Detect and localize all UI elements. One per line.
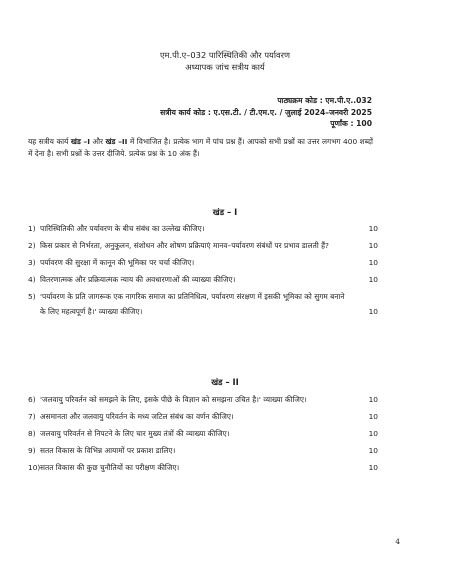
question-text: असमानता और जलवायु परिवर्तन के मध्य जटिल संबंध का वर्णन कीजिए। <box>40 412 234 421</box>
question-text: किस प्रकार से निर्भरता, अनुकूलन, संशोधन और शोषण प्रक्रियाएं मानव–पर्यावरण संबंधों पर प्रभाव डालती हैं? <box>40 241 329 250</box>
question-text: 'जलवायु परिवर्तन को समझने के लिए, इसके पीछे के विज्ञान को समझना उचित है।' व्याख्या कीजिए। <box>40 395 307 404</box>
question-item: 4) वितरणात्मक और प्रक्रियात्मक न्याय की अवधारणाओं की व्याख्या कीजिए। 10 <box>28 273 378 288</box>
course-code: पाठ्यक्रम कोड : एम.पी.ए..032 <box>277 96 372 105</box>
section-ref-2: खंड –II <box>105 137 128 146</box>
section-2-questions <box>28 393 378 478</box>
question-marks: 10 <box>368 395 378 404</box>
question-marks: 10 <box>368 446 378 455</box>
question-item: 3) पर्यावरण की सुरक्षा में कानून की भूमिका पर चर्चा कीजिए। 10 <box>28 256 378 271</box>
page-number: 4 <box>395 537 400 546</box>
document-header <box>0 49 450 73</box>
question-marks: 10 <box>368 463 378 472</box>
instructions-paragraph: यह सत्रीय कार्य खंड –I और खंड –II में विभाजित है। प्रत्येक भाग में पांच प्रश्न हैं। आपको सभी प्रश्नों का उत्तर लगभग 400 शब्दों में देना है। सभी प्रश्नों के उत्तर दीजिये. प्रत्येक प्रश्न के 10 अंक हैं। <box>28 137 373 158</box>
section-ref-1: खंड –I <box>70 137 90 146</box>
assignment-title: अध्यापक जांच सत्रीय कार्य <box>185 62 265 72</box>
question-marks: 10 <box>368 224 378 233</box>
question-text: वितरणात्मक और प्रक्रियात्मक न्याय की अवधारणाओं की व्याख्या कीजिए। <box>40 275 236 284</box>
question-item: 6) 'जलवायु परिवर्तन को समझने के लिए, इसके पीछे के विज्ञान को समझना उचित है।' व्याख्या कीजिए। 10 <box>28 393 378 408</box>
question-item: 5) 'पर्यावरण के प्रति जागरूक एक नागरिक समाज का प्रतिनिधित्व, पर्यावरण संरक्षण में इसकी भूमिका को सुगम बनाने के लिए महत्वपूर्ण है।' व्याख्या कीजिए। 10 <box>28 290 378 319</box>
assignment-meta <box>160 95 372 130</box>
question-item: 2) किस प्रकार से निर्भरता, अनुकूलन, संशोधन और शोषण प्रक्रियाएं मानव–पर्यावरण संबंधों पर प्रभाव डालती हैं? 10 <box>28 239 378 254</box>
question-text: सतत विकास की कुछ चुनौतियों का परीक्षण कीजिए। <box>40 463 180 472</box>
question-text: सतत विकास के विभिन्न आयामों पर प्रकाश डालिए। <box>40 446 176 455</box>
section-1-title: खंड – I <box>212 207 238 217</box>
question-item: 1) पारिस्थितिकी और पर्यावरण के बीच संबंध का उल्लेख कीजिए। 10 <box>28 222 378 237</box>
question-text: पर्यावरण की सुरक्षा में कानून की भूमिका पर चर्चा कीजिए। <box>40 258 195 267</box>
question-marks: 10 <box>368 429 378 438</box>
question-text: पारिस्थितिकी और पर्यावरण के बीच संबंध का उल्लेख कीजिए। <box>40 224 205 233</box>
section-1-questions <box>28 222 378 322</box>
question-text: 'पर्यावरण के प्रति जागरूक एक नागरिक समाज का प्रतिनिधित्व, पर्यावरण संरक्षण में इसकी भूमिका को सुगम बनाने के लिए महत्वपूर्ण है।' व्याख्या कीजिए। <box>40 292 345 316</box>
question-item: 9) सतत विकास के विभिन्न आयामों पर प्रकाश डालिए। 10 <box>28 444 378 459</box>
question-marks: 10 <box>368 258 378 267</box>
course-title: एम.पी.ए–032 पारिस्थितिकी और पर्यावरण <box>159 50 291 60</box>
question-text: जलवायु परिवर्तन से निपटने के लिए चार मुख्य तंत्रों की व्याख्या कीजिए। <box>40 429 230 438</box>
question-item: 10) सतत विकास की कुछ चुनौतियों का परीक्षण कीजिए। 10 <box>28 461 378 476</box>
question-marks: 10 <box>368 306 378 316</box>
section-2-title: खंड – II <box>211 377 239 387</box>
question-item: 8) जलवायु परिवर्तन से निपटने के लिए चार मुख्य तंत्रों की व्याख्या कीजिए। 10 <box>28 427 378 442</box>
question-marks: 10 <box>368 275 378 284</box>
question-item: 7) असमानता और जलवायु परिवर्तन के मध्य जटिल संबंध का वर्णन कीजिए। 10 <box>28 410 378 425</box>
assignment-code: सत्रीय कार्य कोड : ए.एस.टी. / टी.एम.ए. / जुलाई 2024–जनवरी 2025 <box>160 107 372 117</box>
question-marks: 10 <box>368 241 378 250</box>
max-marks: पूर्णांक : 100 <box>330 119 372 128</box>
question-marks: 10 <box>368 412 378 421</box>
